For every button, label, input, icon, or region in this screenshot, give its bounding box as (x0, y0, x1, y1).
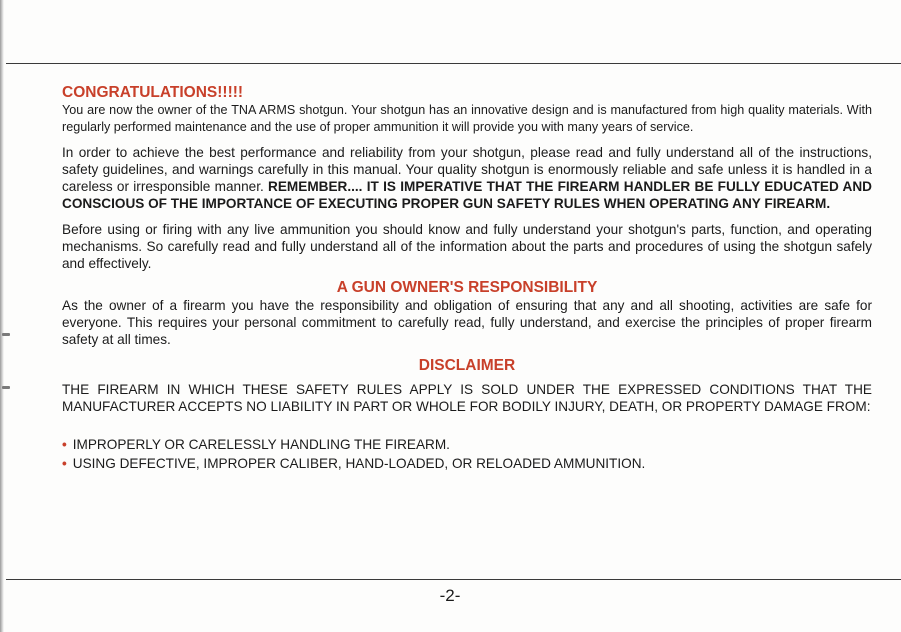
bullet-icon: • (62, 437, 67, 453)
top-rule (6, 63, 901, 64)
list-item-text: USING DEFECTIVE, IMPROPER CALIBER, HAND-LOADED, OR RELOADED AMMUNITION. (72, 456, 646, 472)
bottom-rule (6, 579, 901, 580)
list-item (62, 435, 872, 454)
page-number: -2- (439, 586, 461, 605)
disclaimer-heading: DISCLAIMER (418, 356, 516, 374)
disclaimer-paragraph: THE FIREARM IN WHICH THESE SAFETY RULES APPLY IS SOLD UNDER THE EXPRESSED CONDITIONS THAT THE MANUFACTURER ACCEPTS NO LIABILITY IN PART OR WHOLE FOR BODILY INJURY, DEATH, OR PROPERTY DAMAGE FROM: (62, 381, 872, 414)
margin-mark (2, 333, 10, 336)
bullet-icon: • (62, 456, 67, 472)
page-content (62, 84, 872, 473)
binding-edge (0, 0, 4, 632)
remember-emphasis: REMEMBER.... IT IS IMPERATIVE THAT THE FIREARM HANDLER BE FULLY EDUCATED AND CONSCIOUS OF THE IMPORTANCE OF EXECUTING PROPER GUN SAFETY RULES WHEN OPERATING ANY FIREARM. (62, 179, 873, 212)
before-using-paragraph: Before using or firing with any live ammunition you should know and fully understand your shotgun's parts, function, and operating mechanisms. So carefully read and fully understand all of the information about the parts and procedures of using the shotgun safely and effectively. (62, 221, 872, 272)
responsibility-paragraph: As the owner of a firearm you have the responsibility and obligation of ensuring that any and all shooting, activities are safe for everyone. This requires your personal commitment to carefully read, fully understand, and exercise the principles of proper firearm safety at all times. (62, 297, 872, 348)
margin-mark (2, 386, 10, 389)
congratulations-paragraph: You are now the owner of the TNA ARMS shotgun. Your shotgun has an innovative design and is manufactured from high quality materials. With regularly performed maintenance and the use of proper ammunition it will provide you with many years of service. (62, 103, 872, 134)
performance-text: In order to achieve the best performance and reliability from your shotgun, please read and fully understand all of the instructions, safety guidelines, and warnings carefully in this manual. Your quality shotgun is enormously reliable and safe unless it is handled in a careless or irresponsible manner. (62, 144, 872, 195)
congratulations-heading: CONGRATULATIONS!!!!! (62, 84, 244, 101)
disclaimer-list (62, 435, 872, 473)
list-item-text: IMPROPERLY OR CARELESSLY HANDLING THE FIREARM. (72, 437, 450, 453)
list-item (62, 454, 872, 473)
responsibility-heading: A GUN OWNER'S RESPONSIBILITY (336, 278, 598, 296)
performance-paragraph (62, 144, 872, 213)
